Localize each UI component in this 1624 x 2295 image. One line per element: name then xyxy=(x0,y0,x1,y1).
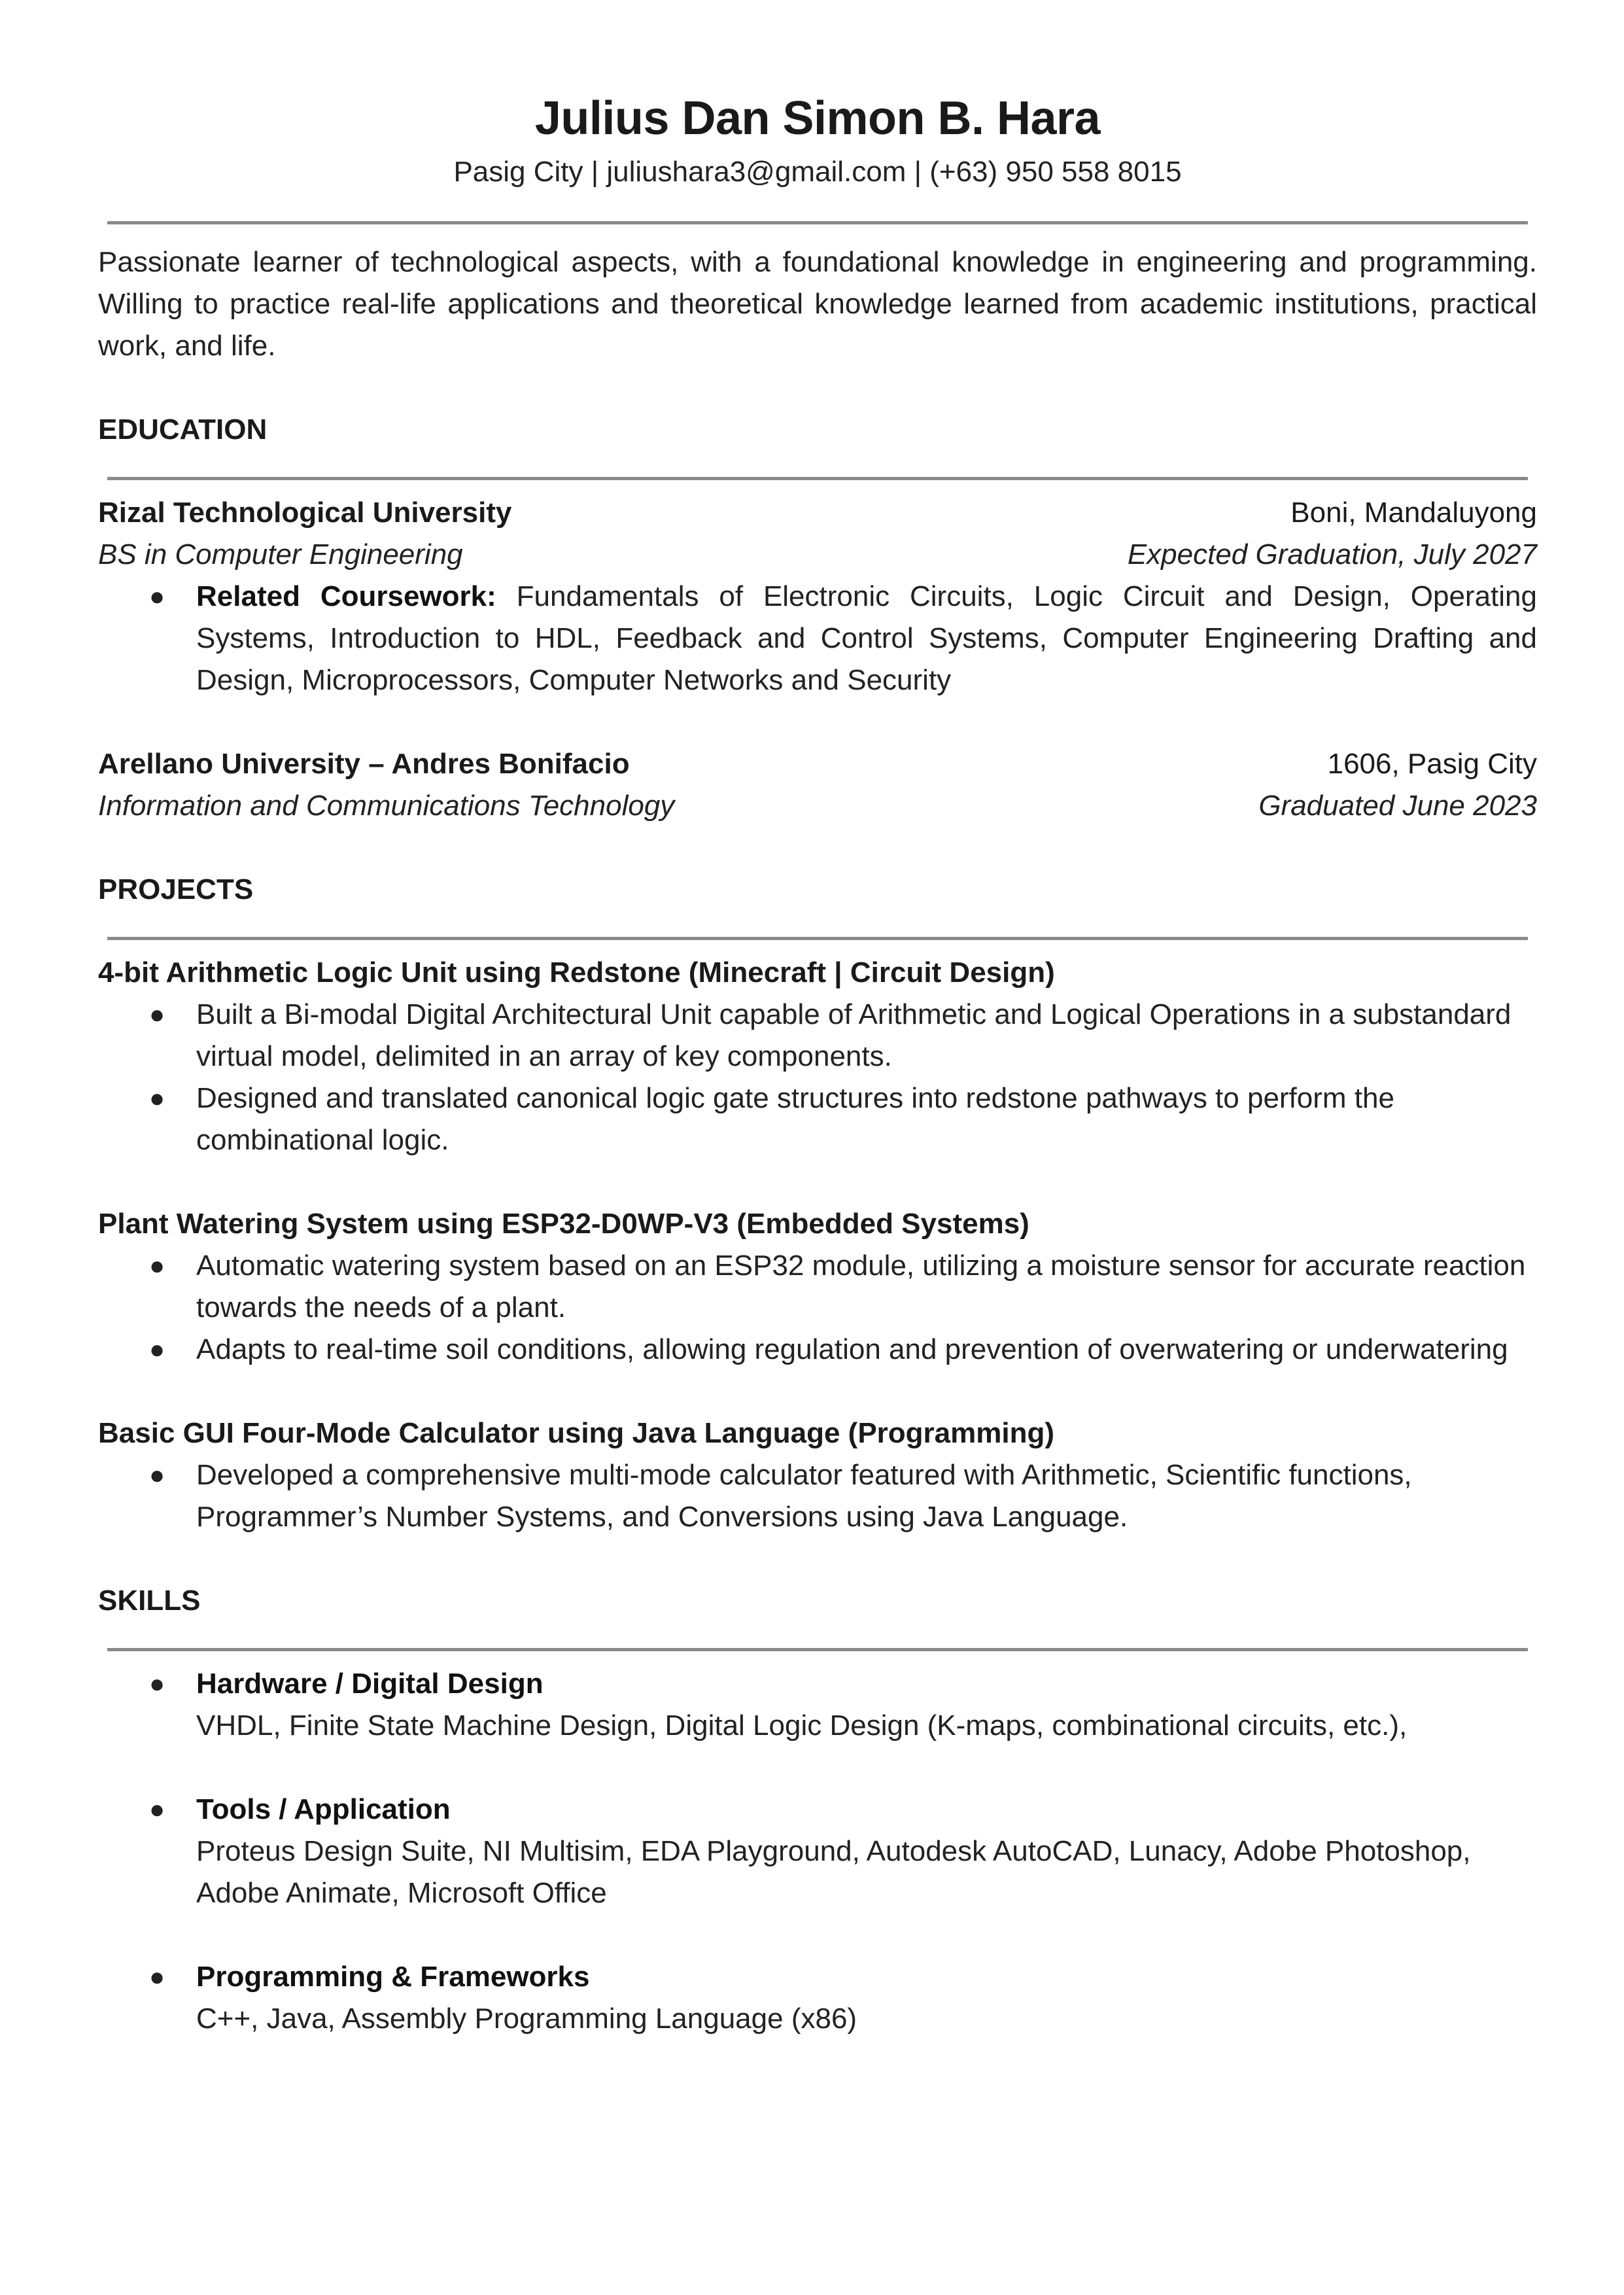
school-name: Rizal Technological University xyxy=(98,496,512,529)
school-name: Arellano University – Andres Bonifacio xyxy=(98,747,630,780)
skill-text: Proteus Design Suite, NI Multisim, EDA Playground, Autodesk AutoCAD, Lunacy, Adobe Photoshop, Adobe Animate, Microsoft Office xyxy=(196,1834,1471,1909)
bullet-text: Developed a comprehensive multi-mode calculator featured with Arithmetic, Scientific functions, Programmer’s Number Systems, and Conversions using Java Language. xyxy=(196,1458,1412,1533)
education-entry-rtu xyxy=(98,492,1537,701)
graduation-date: Graduated June 2023 xyxy=(1258,789,1537,822)
bullet-text: Automatic watering system based on an ESP32 module, utilizing a moisture sensor for accurate reaction towards the needs of a plant. xyxy=(196,1249,1526,1323)
skill-text: VHDL, Finite State Machine Design, Digital Logic Design (K-maps, combinational circuits, etc.), xyxy=(196,1709,1408,1742)
education-divider xyxy=(107,477,1528,480)
skill-heading: Programming & Frameworks xyxy=(196,1960,590,1993)
bullet-icon: ● xyxy=(149,1962,165,1991)
contact-line: Pasig City | juliushara3@gmail.com | (+63) 950 558 8015 xyxy=(453,155,1182,188)
school-location: Boni, Mandaluyong xyxy=(1290,496,1537,529)
skills-list xyxy=(98,1663,1537,2040)
project-bullets xyxy=(98,1454,1537,1538)
coursework-item xyxy=(98,576,1537,701)
project-bullet xyxy=(98,1245,1537,1329)
skill-group xyxy=(98,1663,1537,1747)
skills-divider xyxy=(107,1648,1528,1651)
candidate-name: Julius Dan Simon B. Hara xyxy=(534,92,1101,145)
degree-name: Information and Communications Technology xyxy=(98,789,675,822)
bullet-icon: ● xyxy=(149,1083,165,1113)
project-bullet xyxy=(98,1329,1537,1371)
projects-heading: PROJECTS xyxy=(98,873,254,905)
skill-group xyxy=(98,1789,1537,1914)
bullet-icon: ● xyxy=(149,1795,165,1824)
projects-divider xyxy=(107,937,1528,940)
project-bullets xyxy=(98,1245,1537,1371)
bullet-icon: ● xyxy=(149,1669,165,1698)
bullet-icon: ● xyxy=(149,1000,165,1029)
bullet-icon: ● xyxy=(149,1251,165,1280)
coursework-list xyxy=(98,576,1537,701)
bullet-text: Built a Bi-modal Digital Architectural Unit capable of Arithmetic and Logical Operations in a substandard virtual model, delimited in an array of key components. xyxy=(196,998,1512,1072)
project-title: Plant Watering System using ESP32-D0WP-V3 (Embedded Systems) xyxy=(98,1207,1029,1240)
bullet-icon: ● xyxy=(149,1460,165,1490)
degree-name: BS in Computer Engineering xyxy=(98,538,463,570)
bullet-text: Adapts to real-time soil conditions, allowing regulation and prevention of overwatering or underwatering xyxy=(196,1333,1508,1365)
project-bullet xyxy=(98,1077,1537,1161)
summary-paragraph: Passionate learner of technological aspects, with a foundational knowledge in engineering and programming. Willing to practice real-life applications and theoretical knowledge learned from academic institutions, practical work, and life. xyxy=(98,245,1537,362)
skill-group xyxy=(98,1956,1537,2040)
skills-heading: SKILLS xyxy=(98,1584,201,1617)
project-calculator xyxy=(98,1412,1537,1538)
bullet-icon: ● xyxy=(149,1335,165,1364)
school-location: 1606, Pasig City xyxy=(1327,747,1537,780)
project-bullets xyxy=(98,994,1537,1161)
bullet-icon: ● xyxy=(149,582,165,611)
project-alu xyxy=(98,952,1537,1161)
project-title: 4-bit Arithmetic Logic Unit using Redstone (Minecraft | Circuit Design) xyxy=(98,956,1055,989)
header-divider xyxy=(107,221,1528,224)
project-plant-watering xyxy=(98,1203,1537,1371)
coursework-label: Related Coursework: xyxy=(196,580,496,612)
graduation-date: Expected Graduation, July 2027 xyxy=(1127,538,1537,570)
project-bullet xyxy=(98,994,1537,1077)
skill-heading: Tools / Application xyxy=(196,1793,451,1825)
coursework-text: Fundamentals of Electronic Circuits, Logic Circuit and Design, Operating Systems, Introduction to HDL, Feedback and Control Systems, Computer Engineering Drafting and Design, Microprocessors, Computer Networks and Security xyxy=(196,580,1537,696)
project-bullet xyxy=(98,1454,1537,1538)
project-title: Basic GUI Four-Mode Calculator using Java Language (Programming) xyxy=(98,1416,1055,1449)
bullet-text: Designed and translated canonical logic gate structures into redstone pathways to perform the combinational logic. xyxy=(196,1081,1394,1156)
education-entry-arellano xyxy=(98,743,1537,827)
education-heading: EDUCATION xyxy=(98,413,268,446)
skill-text: C++, Java, Assembly Programming Language (x86) xyxy=(196,2002,857,2035)
skill-heading: Hardware / Digital Design xyxy=(196,1667,544,1700)
